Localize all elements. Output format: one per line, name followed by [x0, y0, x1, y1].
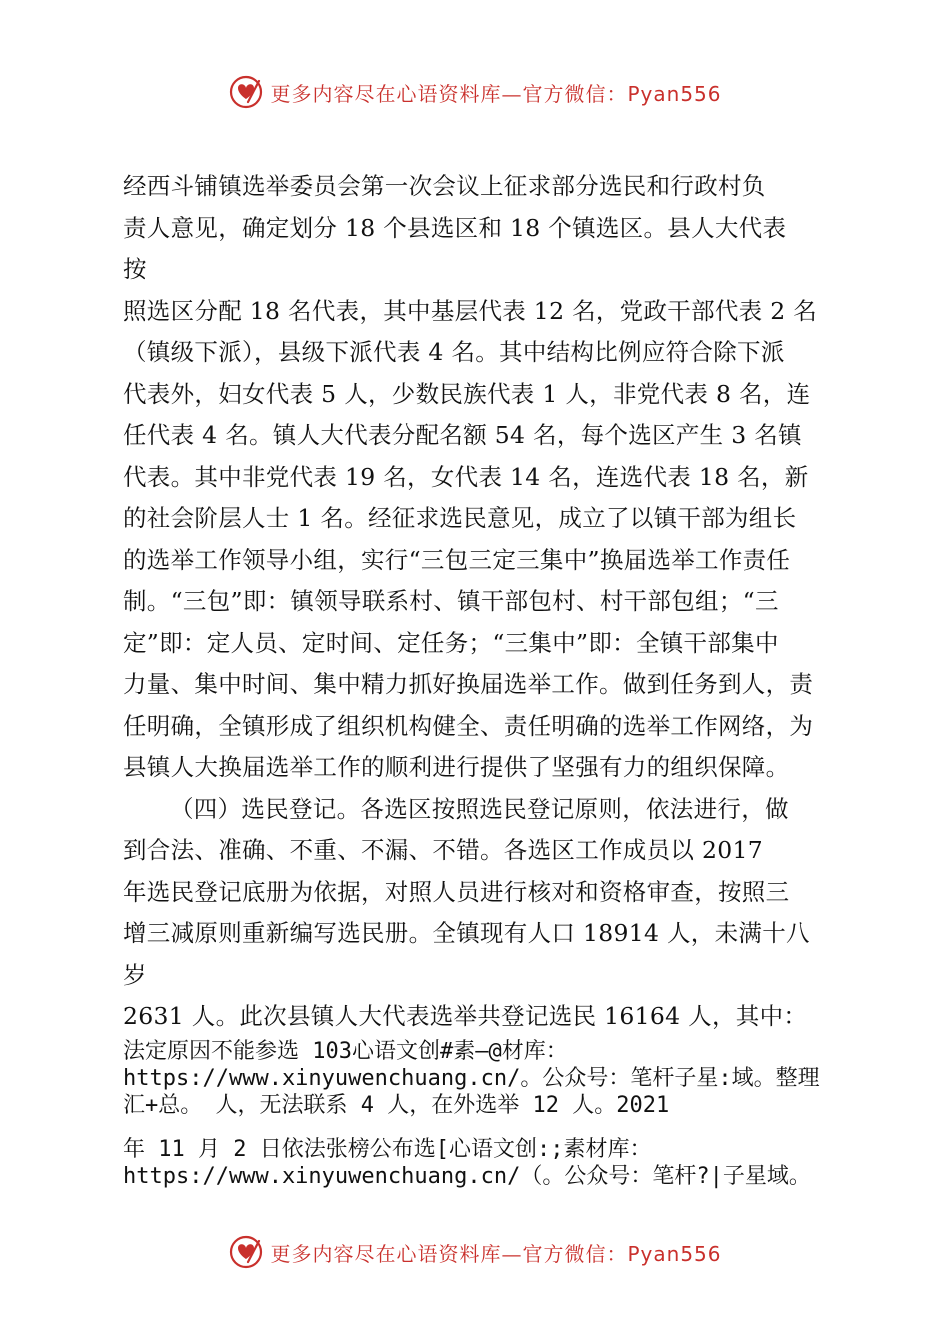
- text-line: 的社会阶层人士 1 名。经征求选民意见，成立了以镇干部为组长: [123, 504, 797, 532]
- banner-wx-id: Pyan556: [627, 1241, 722, 1266]
- text-line: 的选举工作领导小组，实行“三包三定三集中”换届选举工作责任: [123, 545, 791, 574]
- text-line: 增三减原则重新编写选民册。全镇现有人口 18914 人，未满十八: [123, 919, 810, 947]
- banner-wx-id: Pyan556: [627, 81, 722, 106]
- text-line: 代表。其中非党代表 19 名，女代表 14 名，连选代表 18 名，新: [123, 462, 809, 491]
- url-line: https://www.xinyuwenchuang.cn/（。公众号：笔杆?|子星域。: [123, 1163, 811, 1189]
- text-line: 到合法、准确、不重、不漏、不错。各选区工作成员以 2017: [123, 836, 763, 864]
- text-line: 照选区分配 18 名代表，其中基层代表 12 名，党政干部代表 2 名: [123, 296, 818, 325]
- heart-pen-logo-icon: [228, 74, 264, 110]
- header-banner: [0, 72, 950, 112]
- banner-dash: —: [501, 81, 523, 106]
- text-line: 法定原因不能参选 103心语文创#素—@材库：: [123, 1038, 568, 1064]
- banner-wx-label: 官方微信：: [522, 81, 628, 106]
- banner-wx-label: 官方微信：: [522, 1241, 628, 1266]
- banner-main-text: 更多内容尽在心语资料库: [270, 81, 502, 106]
- text-line: 年 11 月 2 日依法张榜公布选[心语文创:;素材库：: [123, 1136, 652, 1162]
- footer-banner: [0, 1232, 950, 1272]
- document-body: [123, 166, 843, 1190]
- text-line: 定”即：定人员、定时间、定任务；“三集中”即：全镇干部集中: [123, 628, 779, 657]
- banner-text: [270, 78, 721, 107]
- text-line: 责人意见，确定划分 18 个县选区和 18 个镇选区。县人大代表: [123, 213, 787, 242]
- text-line: 代表外，妇女代表 5 人，少数民族代表 1 人，非党代表 8 名，连: [123, 379, 811, 408]
- banner-dash: —: [501, 1241, 523, 1266]
- text-line: 制。“三包”即：镇领导联系村、镇干部包村、村干部包组；“三: [123, 587, 779, 615]
- banner-text: [270, 1238, 721, 1267]
- heart-pen-logo-icon: [228, 1234, 264, 1270]
- text-line: 汇+总。 人，无法联系 4 人，在外选举 12 人。2021: [123, 1092, 670, 1118]
- text-line: 任明确，全镇形成了组织机构健全、责任明确的选举工作网络，为: [123, 711, 814, 740]
- text-line: 按: [123, 255, 147, 283]
- text-line: 县镇人大换届选举工作的顺利进行提供了坚强有力的组织保障。: [123, 753, 790, 781]
- text-line: 2631 人。此次县镇人大代表选举共登记选民 16164 人，其中：: [123, 1002, 808, 1030]
- paragraph-start-line: （四）选民登记。各选区按照选民登记原则，依法进行，做: [170, 794, 789, 823]
- url-line: https://www.xinyuwenchuang.cn/。公众号：笔杆子星:域。整理: [123, 1065, 820, 1091]
- banner-main-text: 更多内容尽在心语资料库: [270, 1241, 502, 1266]
- text-line: 力量、集中时间、集中精力抓好换届选举工作。做到任务到人，责: [123, 670, 814, 698]
- text-line: （镇级下派），县级下派代表 4 名。其中结构比例应符合除下派: [123, 338, 785, 366]
- text-line: 经西斗铺镇选举委员会第一次会议上征求部分选民和行政村负: [123, 172, 766, 200]
- text-line: 年选民登记底册为依据，对照人员进行核对和资格审查，按照三: [123, 877, 790, 906]
- text-line: 任代表 4 名。镇人大代表分配名额 54 名，每个选区产生 3 名镇: [123, 421, 802, 449]
- text-line: 岁: [123, 960, 147, 989]
